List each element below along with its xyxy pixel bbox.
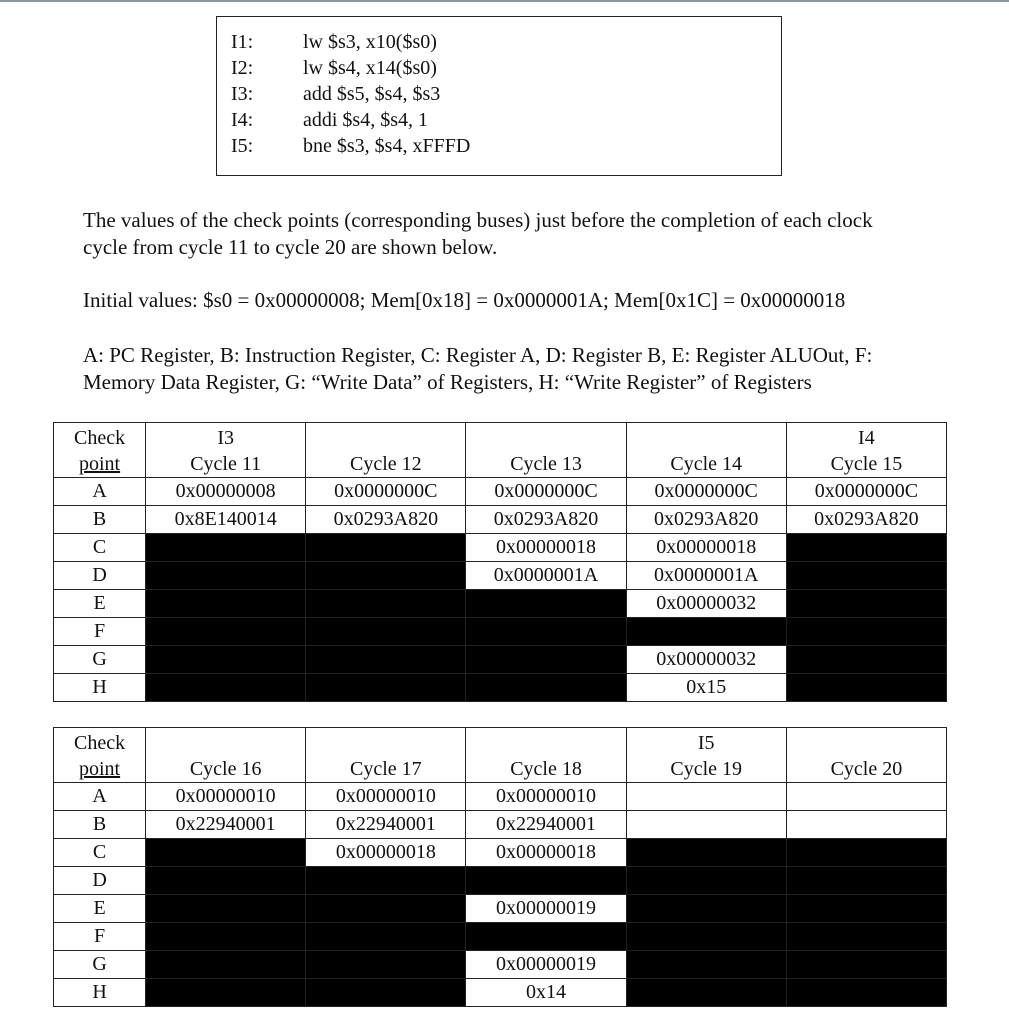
instruction-text: addi $s4, $s4, 1 [303, 109, 428, 131]
value-cell: 0x0000000C [626, 478, 786, 506]
blacked-out-cell [786, 895, 946, 923]
table-row [54, 979, 947, 1007]
legend-line: A: PC Register, B: Instruction Register, C: Register A, D: Register B, E: Register ALUOut, F: [83, 343, 873, 367]
top-divider [0, 0, 1009, 2]
check-point-label: A [54, 783, 146, 811]
blacked-out-cell [626, 979, 786, 1007]
value-cell: 0x0000000C [786, 478, 946, 506]
instruction-text: lw $s3, x10($s0) [303, 31, 437, 53]
instruction-marker [466, 425, 625, 451]
instruction-marker: I5 [697, 732, 715, 754]
blacked-out-cell [626, 867, 786, 895]
blacked-out-cell [146, 562, 306, 590]
cycle-label: Cycle 16 [189, 758, 262, 780]
checkpoint-table-cycles-11-15 [53, 422, 947, 702]
description-line: The values of the check points (corresponding buses) just before the completion of each clock [83, 208, 873, 232]
value-cell [626, 783, 786, 811]
table-row [54, 923, 947, 951]
description-line: cycle from cycle 11 to cycle 20 are shown below. [83, 235, 498, 259]
cycle-column-header [146, 423, 306, 478]
value-cell: 0x00000032 [626, 646, 786, 674]
instruction-text: lw $s4, x14($s0) [303, 57, 437, 79]
instruction-marker [146, 730, 305, 756]
table-row [54, 562, 947, 590]
table-row [54, 590, 947, 618]
check-point-header [54, 728, 146, 783]
blacked-out-cell [306, 618, 466, 646]
cycle-column-header [626, 728, 786, 783]
instruction-text: add $s5, $s4, $s3 [303, 83, 441, 105]
header-point: point [78, 758, 121, 780]
blacked-out-cell [306, 674, 466, 702]
check-point-label: B [54, 811, 146, 839]
value-cell [626, 811, 786, 839]
header-point: point [78, 453, 121, 475]
blacked-out-cell [786, 839, 946, 867]
table-row [54, 534, 947, 562]
instruction-label: I3: [231, 83, 254, 105]
table-row [54, 867, 947, 895]
blacked-out-cell [786, 618, 946, 646]
cycle-label: Cycle 20 [830, 758, 903, 780]
instruction-marker [306, 425, 465, 451]
blacked-out-cell [306, 534, 466, 562]
instruction-marker: I3 [217, 427, 235, 449]
checkpoint-table-cycles-16-20 [53, 727, 947, 1007]
table-row [54, 506, 947, 534]
value-cell: 0x00000019 [466, 951, 626, 979]
value-cell: 0x00000018 [466, 534, 626, 562]
instruction-label: I1: [231, 31, 254, 53]
blacked-out-cell [466, 646, 626, 674]
cycle-column-header [306, 423, 466, 478]
blacked-out-cell [786, 590, 946, 618]
instruction-label: I4: [231, 109, 254, 131]
blacked-out-cell [786, 867, 946, 895]
value-cell: 0x22940001 [146, 811, 306, 839]
blacked-out-cell [146, 923, 306, 951]
instruction-marker: I4 [858, 427, 875, 449]
table-row [54, 783, 947, 811]
check-point-label: F [54, 923, 146, 951]
check-point-label: E [54, 590, 146, 618]
value-cell: 0x22940001 [466, 811, 626, 839]
table-row [54, 811, 947, 839]
check-point-label: D [54, 562, 146, 590]
blacked-out-cell [306, 590, 466, 618]
header-row [54, 728, 947, 783]
check-point-label: B [54, 506, 146, 534]
cycle-label: Cycle 12 [350, 453, 422, 475]
blacked-out-cell [786, 923, 946, 951]
header-check: Check [74, 732, 126, 754]
check-point-label: C [54, 534, 146, 562]
value-cell: 0x8E140014 [146, 506, 306, 534]
cycle-column-header [786, 423, 946, 478]
blacked-out-cell [146, 646, 306, 674]
cycle-column-header [626, 423, 786, 478]
value-cell: 0x00000018 [626, 534, 786, 562]
legend-paragraph [83, 342, 872, 396]
blacked-out-cell [306, 562, 466, 590]
instruction-text: bne $s3, $s4, xFFFD [303, 135, 471, 157]
header-row [54, 423, 947, 478]
check-point-label: A [54, 478, 146, 506]
check-point-label: G [54, 646, 146, 674]
value-cell: 0x22940001 [306, 811, 466, 839]
value-cell: 0x00000018 [466, 839, 626, 867]
blacked-out-cell [786, 562, 946, 590]
value-cell: 0x15 [626, 674, 786, 702]
value-cell [786, 811, 946, 839]
instruction-marker [306, 730, 465, 756]
blacked-out-cell [306, 895, 466, 923]
value-cell: 0x00000010 [146, 783, 306, 811]
blacked-out-cell [626, 895, 786, 923]
value-cell: 0x0293A820 [786, 506, 946, 534]
blacked-out-cell [146, 839, 306, 867]
cycle-label: Cycle 18 [510, 758, 582, 780]
blacked-out-cell [146, 979, 306, 1007]
value-cell: 0x0000001A [466, 562, 626, 590]
blacked-out-cell [306, 979, 466, 1007]
check-point-label: G [54, 951, 146, 979]
blacked-out-cell [786, 951, 946, 979]
value-cell: 0x00000008 [146, 478, 306, 506]
check-point-header [54, 423, 146, 478]
instruction-marker [787, 730, 946, 756]
blacked-out-cell [626, 618, 786, 646]
cycle-label: Cycle 13 [510, 453, 582, 475]
blacked-out-cell [306, 646, 466, 674]
value-cell: 0x0293A820 [466, 506, 626, 534]
table-row [54, 646, 947, 674]
cycle-label: Cycle 19 [670, 758, 743, 780]
value-cell: 0x0293A820 [626, 506, 786, 534]
value-cell: 0x0000000C [466, 478, 626, 506]
blacked-out-cell [626, 923, 786, 951]
blacked-out-cell [466, 923, 626, 951]
blacked-out-cell [146, 951, 306, 979]
blacked-out-cell [306, 867, 466, 895]
blacked-out-cell [146, 867, 306, 895]
blacked-out-cell [786, 534, 946, 562]
instruction-label: I5: [231, 135, 254, 157]
value-cell: 0x0293A820 [306, 506, 466, 534]
blacked-out-cell [466, 867, 626, 895]
blacked-out-cell [466, 590, 626, 618]
check-point-label: H [54, 674, 146, 702]
value-cell: 0x00000010 [306, 783, 466, 811]
cycle-column-header [786, 728, 946, 783]
header-check: Check [74, 427, 126, 449]
blacked-out-cell [146, 674, 306, 702]
table-row [54, 895, 947, 923]
table-row [54, 618, 947, 646]
blacked-out-cell [146, 618, 306, 646]
cycle-label: Cycle 14 [670, 453, 743, 475]
check-point-label: H [54, 979, 146, 1007]
value-cell: 0x0000000C [306, 478, 466, 506]
instruction-marker [627, 425, 786, 451]
instruction-label: I2: [231, 57, 254, 79]
cycle-label: Cycle 15 [830, 453, 903, 475]
code-box [216, 16, 782, 176]
table-row [54, 951, 947, 979]
value-cell: 0x0000001A [626, 562, 786, 590]
cycle-label: Cycle 17 [350, 758, 422, 780]
legend-line: Memory Data Register, G: “Write Data” of Registers, H: “Write Register” of Registers [83, 370, 812, 394]
table-row [54, 478, 947, 506]
blacked-out-cell [786, 674, 946, 702]
value-cell: 0x14 [466, 979, 626, 1007]
description-paragraph [83, 207, 873, 261]
blacked-out-cell [466, 618, 626, 646]
blacked-out-cell [626, 951, 786, 979]
check-point-label: F [54, 618, 146, 646]
table-row [54, 839, 947, 867]
check-point-label: C [54, 839, 146, 867]
blacked-out-cell [306, 951, 466, 979]
blacked-out-cell [146, 590, 306, 618]
value-cell: 0x00000018 [306, 839, 466, 867]
blacked-out-cell [466, 674, 626, 702]
cycle-label: Cycle 11 [190, 453, 262, 475]
check-point-label: D [54, 867, 146, 895]
blacked-out-cell [786, 646, 946, 674]
blacked-out-cell [146, 895, 306, 923]
check-point-label: E [54, 895, 146, 923]
table-row [54, 674, 947, 702]
instruction-marker [466, 730, 625, 756]
blacked-out-cell [146, 534, 306, 562]
value-cell [786, 783, 946, 811]
initial-values: Initial values: $s0 = 0x00000008; Mem[0x18] = 0x0000001A; Mem[0x1C] = 0x00000018 [83, 288, 846, 312]
blacked-out-cell [306, 923, 466, 951]
blacked-out-cell [786, 979, 946, 1007]
value-cell: 0x00000032 [626, 590, 786, 618]
cycle-column-header [306, 728, 466, 783]
value-cell: 0x00000019 [466, 895, 626, 923]
cycle-column-header [146, 728, 306, 783]
value-cell: 0x00000010 [466, 783, 626, 811]
cycle-column-header [466, 728, 626, 783]
cycle-column-header [466, 423, 626, 478]
blacked-out-cell [626, 839, 786, 867]
